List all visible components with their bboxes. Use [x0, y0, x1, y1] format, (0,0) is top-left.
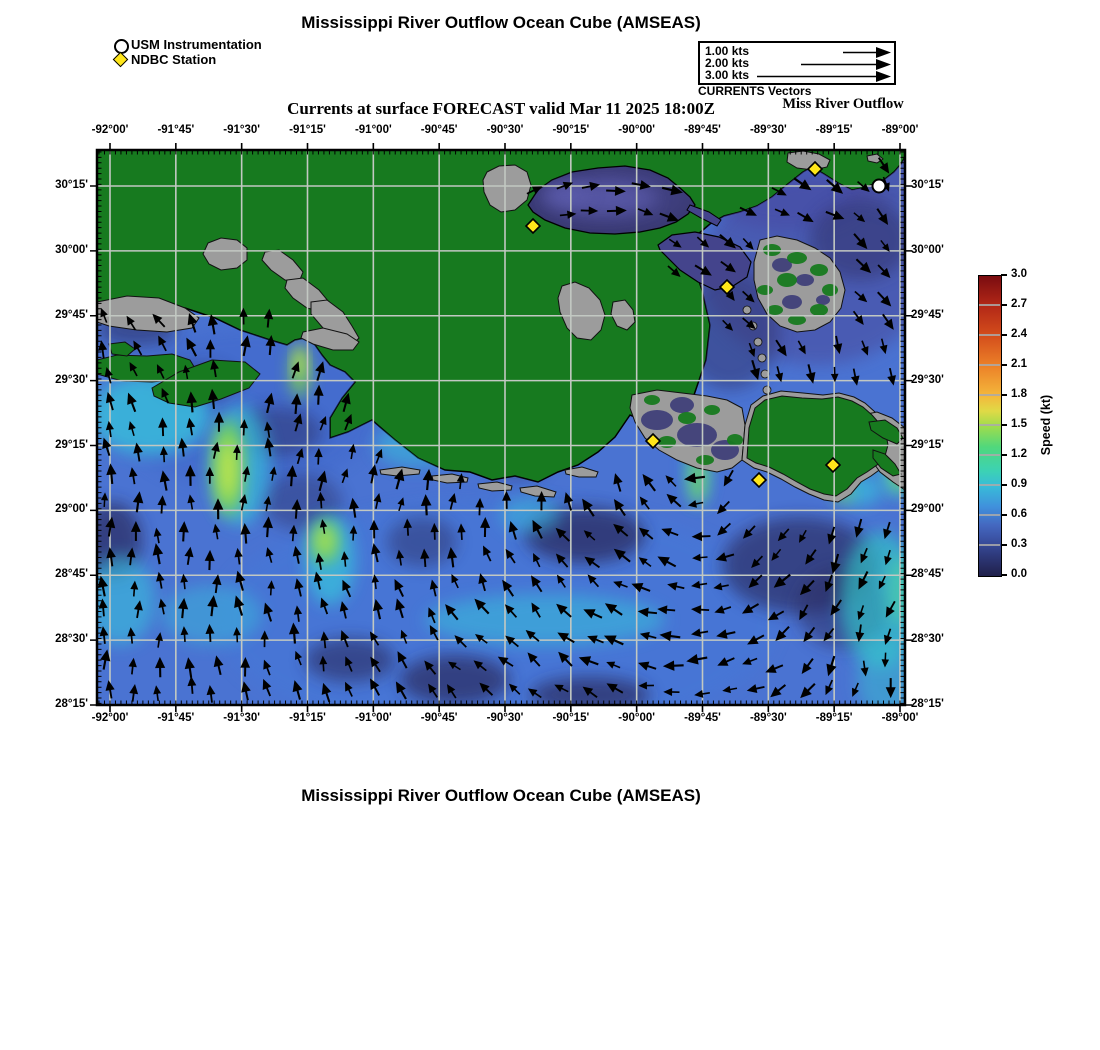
colorbar-tick: [1001, 544, 1007, 546]
colorbar-axis-label: Speed (kt): [1039, 394, 1053, 456]
vector-scale-box: [698, 41, 896, 85]
vector-scale-arrow-svg: [700, 43, 894, 83]
lat-tick-label-right: 29°30': [911, 373, 944, 386]
colorbar-tick: [1001, 454, 1007, 456]
colorbar-tick: [1001, 394, 1007, 396]
vector-scale-3kt-label: 3.00 kts: [705, 68, 750, 82]
legend-ndbc-label: NDBC Station: [131, 52, 217, 67]
colorbar-tick-label: 0.6: [1011, 508, 1027, 520]
colorbar-tick-label: 1.2: [1011, 448, 1027, 460]
lon-tick-label-top: -91°15': [289, 124, 326, 136]
colorbar-cross-line: [979, 514, 1000, 516]
colorbar-cross-line: [979, 334, 1000, 336]
lat-tick-label-right: 29°00': [911, 503, 944, 516]
lat-tick-label-right: 30°00': [911, 243, 944, 256]
colorbar-tick-label: 2.7: [1011, 298, 1027, 310]
colorbar-tick-label: 0.9: [1011, 478, 1027, 490]
vector-scale-arrows: [700, 43, 894, 83]
lat-tick-label-left: 28°15': [55, 698, 88, 710]
lat-tick-label-left: 29°45': [55, 308, 88, 321]
lat-tick-label-right: 28°45': [911, 568, 944, 581]
lon-tick-label-bottom: -89°15': [815, 712, 853, 724]
lat-tick-label-left: 29°15': [55, 438, 88, 451]
colorbar-tick-label: 2.4: [1011, 328, 1027, 340]
lon-tick-label-bottom: -91°00': [354, 712, 392, 724]
lat-tick-label-left: 29°30': [55, 373, 88, 386]
colorbar-cross-line: [979, 454, 1000, 456]
colorbar-cross-line: [979, 484, 1000, 486]
lon-tick-label-top: -89°45': [684, 124, 721, 136]
lon-tick-label-top: -91°45': [157, 124, 195, 136]
lat-tick-label-right: 29°45': [911, 308, 944, 321]
lon-tick-label-top: -90°15': [552, 124, 590, 136]
lon-tick-label-bottom: -90°30': [486, 712, 524, 724]
lat-tick-label-left: 28°30': [55, 633, 88, 646]
lat-tick-label-left: 30°15': [55, 179, 88, 191]
lon-tick-label-top: -89°30': [749, 124, 787, 136]
lon-tick-label-top: -89°15': [815, 124, 853, 136]
ndbc-diamond-icon: [113, 52, 129, 68]
colorbar-tick: [1001, 514, 1007, 516]
lat-tick-label-right: 30°15': [911, 179, 944, 191]
lon-tick-label-bottom: -92°00': [91, 712, 129, 724]
colorbar-tick: [1001, 334, 1007, 336]
vector-scale-2kt-label: 2.00 kts: [705, 56, 750, 70]
region-label: Miss River Outflow: [782, 96, 904, 112]
colorbar-tick: [1001, 364, 1007, 366]
colorbar: [978, 275, 1002, 577]
lon-tick-label-top: -90°30': [486, 124, 524, 136]
map-svg: [97, 150, 905, 705]
colorbar-tick-label: 1.5: [1011, 418, 1027, 430]
lat-tick-label-right: 29°15': [911, 438, 944, 451]
colorbar-tick: [1001, 304, 1007, 306]
lat-tick-label-right: 28°15': [911, 698, 944, 710]
colorbar-tick-label: 2.1: [1011, 358, 1027, 370]
lat-tick-label-left: 28°45': [55, 568, 88, 581]
lon-tick-label-top: -92°00': [91, 124, 129, 136]
lat-tick-label-left: 29°00': [55, 503, 88, 516]
currents-map: [97, 150, 905, 705]
lon-tick-label-bottom: -89°00': [881, 712, 919, 724]
lon-tick-label-bottom: -91°15': [289, 712, 326, 724]
legend-usm-label: USM Instrumentation: [131, 37, 262, 52]
lon-tick-label-bottom: -90°45': [420, 712, 458, 724]
usm-station-marker: [873, 180, 886, 193]
colorbar-cross-line: [979, 304, 1000, 306]
forecast-subtitle: Currents at surface FORECAST valid Mar 11 2025 18:00Z: [287, 99, 715, 118]
lon-tick-label-bottom: -91°45': [157, 712, 195, 724]
lat-tick-label-left: 30°00': [55, 243, 88, 256]
lon-tick-label-top: -91°00': [354, 124, 392, 136]
footer-title: Mississippi River Outflow Ocean Cube (AMSEAS): [301, 786, 701, 805]
lon-tick-label-bottom: -89°30': [749, 712, 787, 724]
colorbar-tick: [1001, 424, 1007, 426]
figure-title: Mississippi River Outflow Ocean Cube (AMSEAS): [301, 13, 701, 32]
lon-tick-label-top: -89°00': [881, 124, 919, 136]
colorbar-cross-line: [979, 544, 1000, 546]
lon-tick-label-top: -90°00': [618, 124, 656, 136]
colorbar-tick-label: 3.0: [1011, 268, 1027, 280]
vector-scale-1kt-label: 1.00 kts: [705, 44, 750, 58]
colorbar-tick: [1001, 274, 1007, 276]
lat-tick-label-right: 28°30': [911, 633, 944, 646]
colorbar-tick-label: 0.0: [1011, 568, 1027, 580]
vector-scale-caption: CURRENTS Vectors: [698, 84, 812, 98]
colorbar-cross-line: [979, 394, 1000, 396]
colorbar-tick-label: 0.3: [1011, 538, 1027, 550]
lon-tick-label-top: -90°45': [420, 124, 458, 136]
colorbar-cross-line: [979, 424, 1000, 426]
lon-tick-label-top: -91°30': [223, 124, 261, 136]
lon-tick-label-bottom: -89°45': [684, 712, 721, 724]
lon-tick-label-bottom: -90°15': [552, 712, 590, 724]
colorbar-tick: [1001, 484, 1007, 486]
lon-tick-label-bottom: -91°30': [223, 712, 261, 724]
colorbar-tick-label: 1.8: [1011, 388, 1027, 400]
lon-tick-label-bottom: -90°00': [618, 712, 656, 724]
colorbar-cross-line: [979, 364, 1000, 366]
colorbar-tick: [1001, 574, 1007, 576]
